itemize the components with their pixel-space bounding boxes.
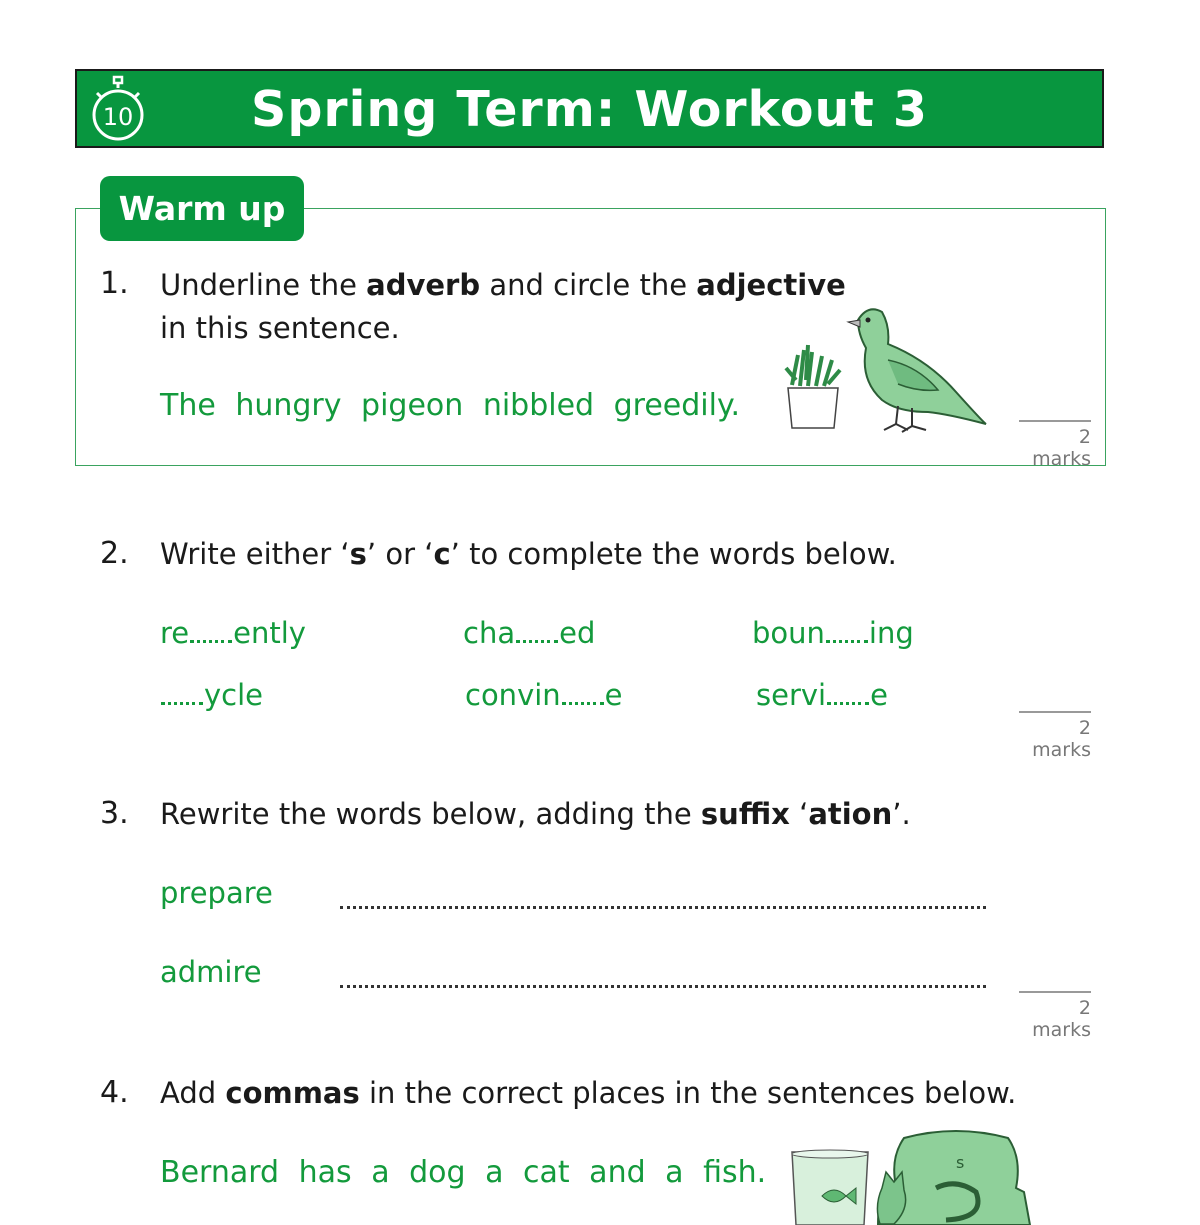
- word-prepare: prepare: [160, 876, 273, 910]
- word-blank: ycle: [160, 678, 263, 712]
- marks-label: 2 marks: [1019, 711, 1091, 761]
- warmup-label: Warm up: [100, 176, 304, 241]
- word-blank: boun ing: [752, 616, 914, 650]
- pets-illustration: [786, 1128, 1046, 1225]
- question-2-text: Write either ‘s’ or ‘c’ to complete the words below.: [160, 537, 897, 571]
- answer-blank[interactable]: [161, 682, 203, 705]
- answer-line[interactable]: [340, 985, 986, 988]
- word-admire: admire: [160, 955, 262, 989]
- question-number: 1.: [100, 266, 129, 301]
- answer-blank[interactable]: [516, 620, 558, 643]
- title-banner: [75, 69, 1104, 148]
- word-blank: servi e: [756, 678, 888, 712]
- word-blank: cha ed: [463, 616, 596, 650]
- timer-label: 10: [102, 103, 134, 131]
- svg-text:s: s: [956, 1153, 965, 1172]
- question-4-sentence: Bernard has a dog a cat and a fish.: [160, 1155, 767, 1190]
- question-number: 4.: [100, 1075, 129, 1110]
- pigeon-illustration: [778, 300, 993, 435]
- question-3-text: Rewrite the words below, adding the suffix ‘ation’.: [160, 797, 911, 831]
- answer-blank[interactable]: [826, 620, 868, 643]
- page-title: Spring Term: Workout 3: [251, 81, 928, 138]
- answer-blank[interactable]: [190, 620, 232, 643]
- question-4-text: Add commas in the correct places in the sentences below.: [160, 1076, 1017, 1110]
- word-blank: convin e: [465, 678, 623, 712]
- question-1-text: Underline the adverb and circle the adjective in this sentence.: [160, 268, 846, 345]
- answer-blank[interactable]: [827, 682, 869, 705]
- word-blank: re ently: [160, 616, 306, 650]
- answer-blank[interactable]: [562, 682, 604, 705]
- marks-label: 2 marks: [1019, 420, 1091, 470]
- marks-label: 2 marks: [1019, 991, 1091, 1041]
- question-1-sentence: The hungry pigeon nibbled greedily.: [160, 388, 740, 423]
- question-number: 3.: [100, 796, 129, 831]
- question-number: 2.: [100, 536, 129, 571]
- answer-line[interactable]: [340, 906, 986, 909]
